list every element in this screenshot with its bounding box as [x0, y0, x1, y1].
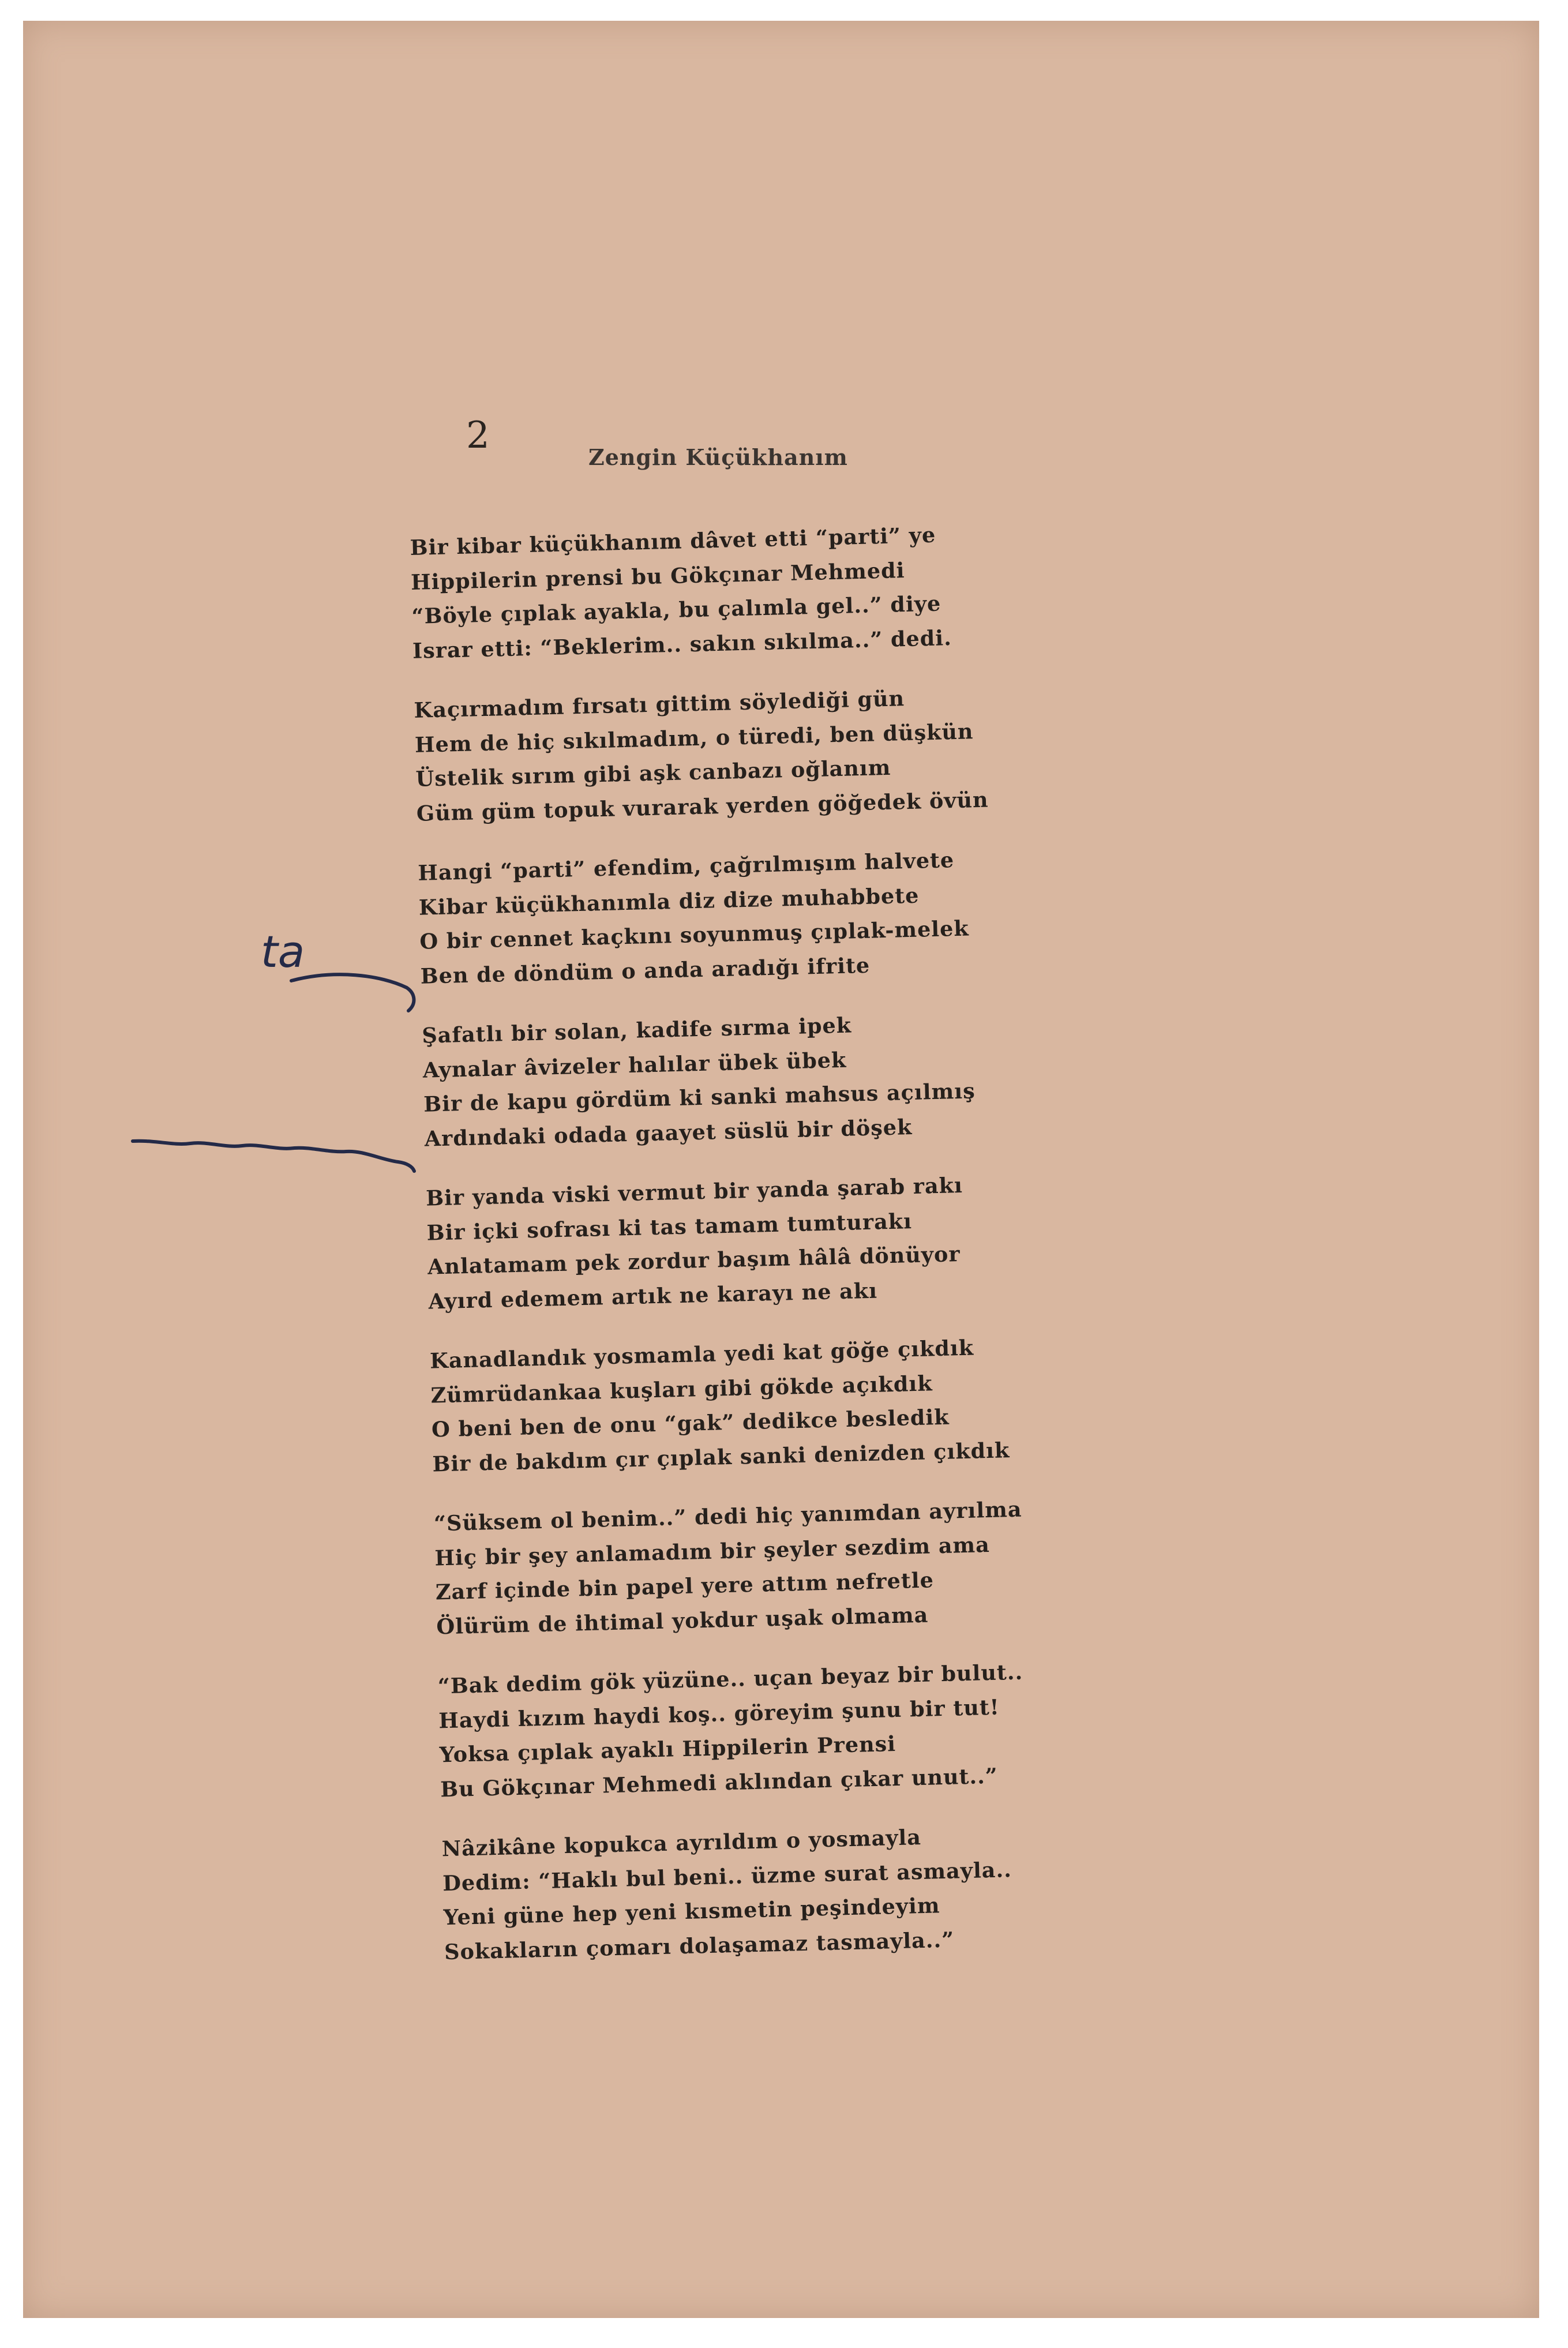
poem-line: O beni ben de onu “gak” dedikce besledik	[431, 1404, 950, 1442]
pen-stroke-wavy	[133, 1141, 414, 1171]
pen-stroke-curve	[291, 974, 414, 1011]
poem-title: Zengin Küçükhanım	[588, 444, 848, 470]
poem-line: Hippilerin prensi bu Gökçınar Mehmedi	[410, 557, 905, 595]
page-number: 2	[466, 414, 490, 457]
poem-line: Bir de bakdım çır çıplak sanki denizden çıkdık	[432, 1437, 1010, 1477]
poem-line: Bir yanda viski vermut bir yanda şarab rakı	[425, 1172, 963, 1211]
poem-line: Kanadlandık yosmamla yedi kat göğe çıkdık	[429, 1335, 974, 1374]
poem-line: Aynalar âvizeler halılar übek übek	[422, 1047, 847, 1083]
poem-line: Üstelik sırım gibi aşk canbazı oğlanım	[415, 755, 891, 792]
poem-line: Hiç bir şey anlamadım bir şeyler sezdim ama	[434, 1532, 991, 1570]
poem-line: Zarf içinde bin papel yere attım nefretle	[435, 1567, 935, 1605]
poem-line: Sokakların çomarı dolaşamaz tasmayla..”	[444, 1927, 955, 1964]
poem-line: Dedim: “Haklı bul beni.. üzme surat asmayla..	[442, 1856, 1012, 1896]
poem-line: Hem de hiç sıkılmadım, o türedi, ben düşkün	[414, 718, 974, 757]
poem-line: “Bak dedim gök yüzüne.. uçan beyaz bir bulut..	[437, 1659, 1023, 1699]
poem-line: Ardındaki odada gaayet süslü bir döşek	[424, 1114, 913, 1152]
poem-line: Haydi kızım haydi koş.. göreyim şunu bir tut!	[438, 1694, 1000, 1733]
poem-line: Bir içki sofrası ki tas tamam tumturakı	[426, 1208, 913, 1246]
poem-line: “Böyle çıplak ayakla, bu çalımla gel..” diye	[411, 591, 941, 629]
poem-line: Anlatamam pek zordur başım hâlâ dönüyor	[427, 1241, 961, 1280]
poem-line: Ölürüm de ihtimal yokdur uşak olmama	[436, 1602, 929, 1639]
poem-line: Hangi “parti” efendim, çağrılmışım halvete	[417, 847, 955, 886]
poem-line: Yeni güne hep yeni kısmetin peşindeyim	[443, 1893, 940, 1930]
poem-line: Bu Gökçınar Mehmedi aklından çıkar unut..”	[440, 1763, 999, 1802]
poem-line: Israr etti: “Beklerim.. sakın sıkılma..” dedi.	[412, 625, 952, 663]
poem-line: Kaçırmadım fırsatı gittim söylediği gün	[414, 686, 905, 723]
poem-line: O bir cennet kaçkını soyunmuş çıplak-melek	[419, 916, 970, 954]
poem-line: Nâzikâne kopukca ayrıldım o yosmayla	[441, 1825, 922, 1862]
poem-line: Ben de döndüm o anda aradığı ifrite	[420, 952, 871, 989]
poem-line: Zümrüdankaa kuşları gibi gökde açıkdık	[430, 1370, 933, 1408]
poem-line: “Süksem ol benim..” dedi hiç yanımdan ayrılma	[433, 1496, 1022, 1536]
poem-line: Yoksa çıplak ayaklı Hippilerin Prensi	[439, 1731, 896, 1768]
poem-line: Şafatlı bir solan, kadife sırma ipek	[421, 1012, 852, 1048]
poem-line: Bir kibar küçükhanım dâvet etti “parti” ye	[410, 522, 936, 560]
poem-line: Güm güm topuk vurarak yerden göğedek övün	[416, 787, 989, 826]
poem-line: Kibar küçükhanımla diz dize muhabbete	[418, 883, 920, 920]
poem-line: Ayırd edemem artık ne karayı ne akı	[428, 1278, 878, 1314]
handwritten-margin-note: ta	[261, 926, 305, 977]
poem-line: Bir de kapu gördüm ki sanki mahsus açılmış	[423, 1078, 976, 1117]
